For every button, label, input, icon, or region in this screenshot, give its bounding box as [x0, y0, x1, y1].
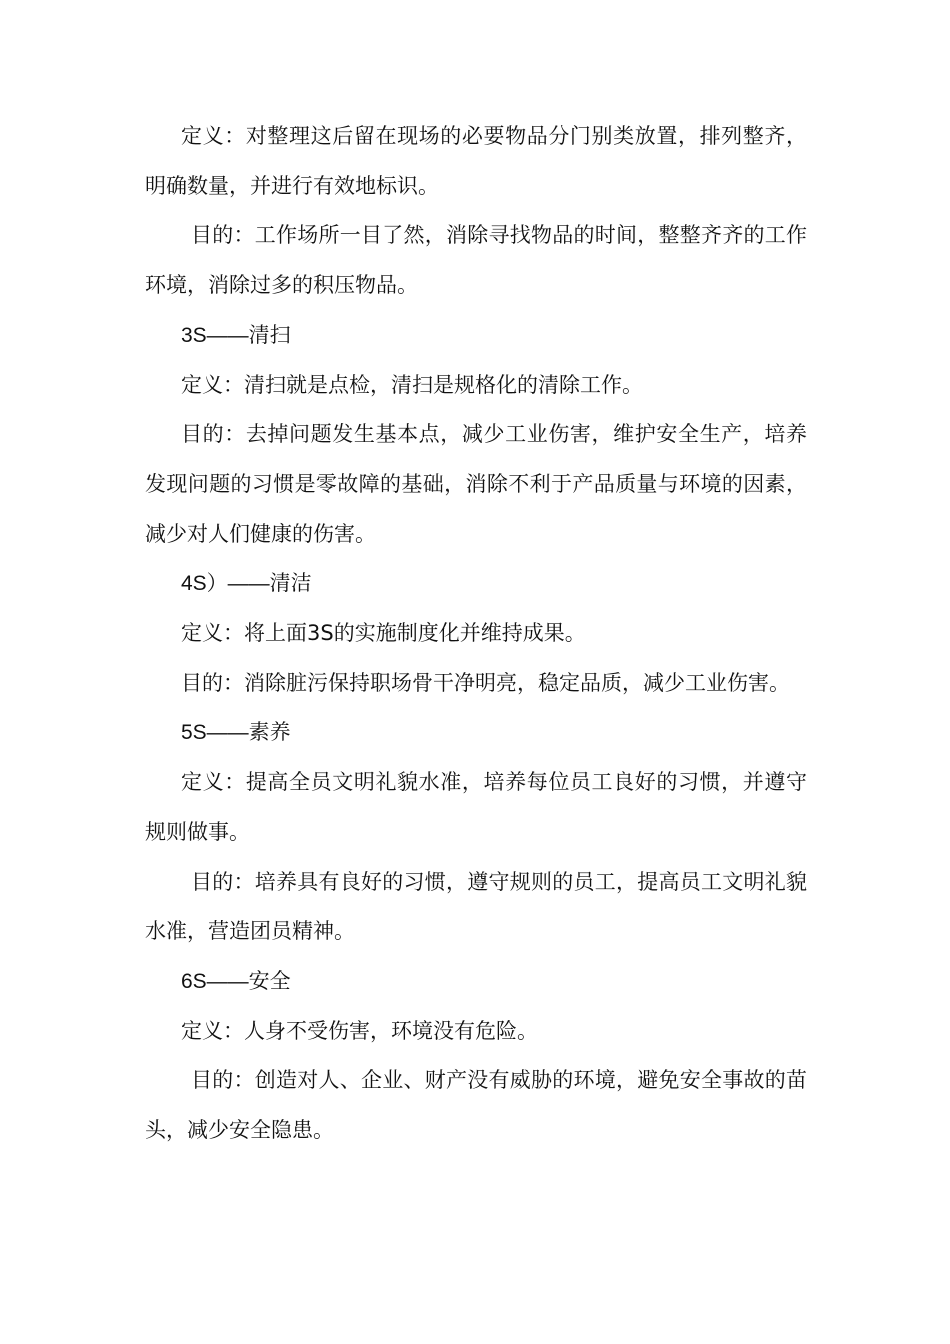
paragraph-4s-purpose: 目的：消除脏污保持职场骨干净明亮，稳定品质，减少工业伤害。 — [181, 670, 790, 695]
paragraph-5s-purpose: 目的：培养具有良好的习惯，遵守规则的员工，提高员工文明礼貌水准，营造团员精神。 — [145, 869, 807, 944]
section-heading-6s: 6S——安全 — [181, 969, 291, 993]
section-heading-4s: 4S）——清洁 — [181, 572, 312, 596]
section-heading-3s: 3S——清扫 — [181, 323, 291, 347]
paragraph-seiton-definition: 定义：对整理这后留在现场的必要物品分门别类放置，排列整齐，明确数量，并进行有效地标识。 — [145, 124, 807, 198]
paragraph-seiton-purpose: 目的：工作场所一目了然，消除寻找物品的时间，整整齐齐的工作环境，消除过多的积压物品。 — [145, 223, 807, 298]
document-body — [145, 112, 807, 1156]
paragraph-3s-definition: 定义：清扫就是点检，清扫是规格化的清除工作。 — [181, 372, 643, 397]
paragraph-6s-purpose: 目的：创造对人、企业、财产没有威胁的环境，避免安全事故的苗头，减少安全隐患。 — [145, 1068, 807, 1143]
section-heading-5s: 5S——素养 — [181, 721, 291, 745]
paragraph-3s-purpose: 目的：去掉问题发生基本点，减少工业伤害，维护安全生产，培养发现问题的习惯是零故障的基础，消除不利于产品质量与环境的因素，减少对人们健康的伤害。 — [145, 422, 807, 546]
paragraph-6s-definition: 定义：人身不受伤害，环境没有危险。 — [181, 1018, 538, 1043]
paragraph-4s-definition: 定义：将上面3S的实施制度化并维持成果。 — [181, 621, 586, 646]
paragraph-5s-definition: 定义：提高全员文明礼貌水准，培养每位员工良好的习惯，并遵守规则做事。 — [145, 770, 807, 844]
